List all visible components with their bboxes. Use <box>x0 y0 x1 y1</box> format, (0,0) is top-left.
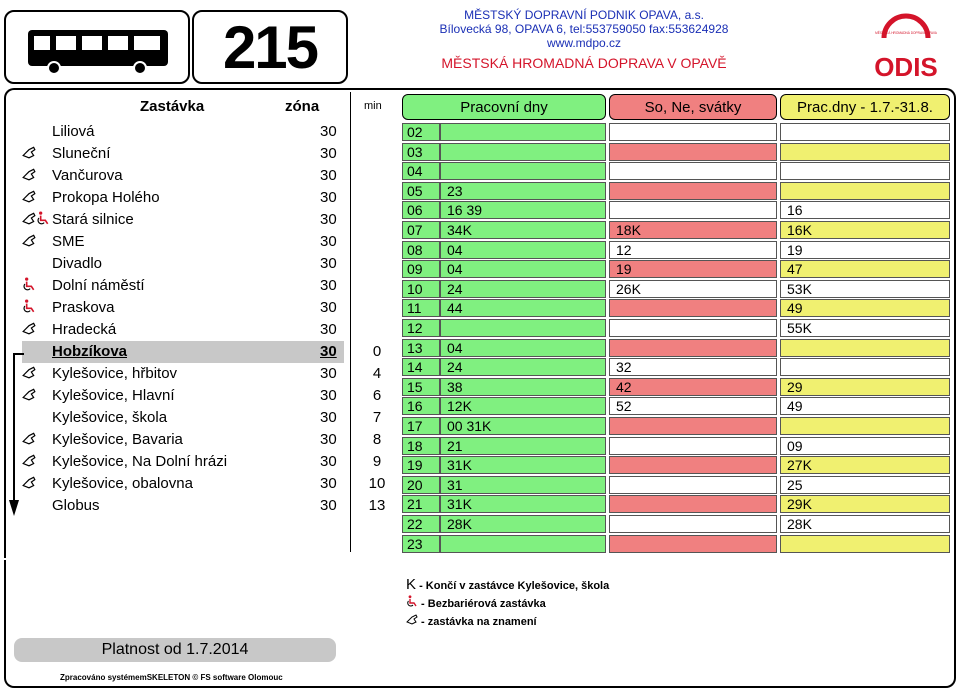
workday-departures <box>440 535 606 553</box>
legend-wheelchair-text: - Bezbariérová zastávka <box>418 598 546 610</box>
workday-departures: 44 <box>440 299 606 317</box>
summer-departures: 28K <box>780 515 950 533</box>
hour-cell: 11 <box>402 299 440 317</box>
stop-zone: 30 <box>320 321 337 338</box>
stop-row <box>0 407 382 429</box>
summer-departures: 49 <box>780 397 950 415</box>
hour-cell: 02 <box>402 123 440 141</box>
stop-row <box>0 495 386 517</box>
stop-symbols <box>22 277 52 295</box>
stop-name: Globus <box>52 497 100 514</box>
stop-row <box>0 473 386 495</box>
hour-cell: 14 <box>402 358 440 376</box>
stop-name: Prokopa Holého <box>52 189 160 206</box>
weekend-departures <box>609 495 777 513</box>
stop-zone: 30 <box>320 475 337 492</box>
weekend-departures <box>609 162 777 180</box>
workday-departures <box>440 319 606 337</box>
workday-departures: 34K <box>440 221 606 239</box>
stop-row <box>0 385 382 407</box>
hand-icon <box>22 211 36 225</box>
summer-departures: 53K <box>780 280 950 298</box>
stop-symbols <box>22 123 52 141</box>
stop-row <box>0 121 340 143</box>
summer-departures <box>780 162 950 180</box>
workday-departures: 31K <box>440 456 606 474</box>
stop-symbols <box>22 233 52 251</box>
company-subtitle: MĚSTSKÁ HROMADNÁ DOPRAVA V OPAVĚ <box>441 55 727 71</box>
minutes-header: min <box>364 100 382 112</box>
hour-cell: 06 <box>402 201 440 219</box>
stop-row <box>0 143 340 165</box>
hand-icon <box>22 145 36 159</box>
hour-cell: 03 <box>402 143 440 161</box>
stop-zone: 30 <box>320 255 337 272</box>
hour-cell: 08 <box>402 241 440 259</box>
stop-row <box>0 275 340 297</box>
hour-cell: 09 <box>402 260 440 278</box>
workday-departures: 04 <box>440 241 606 259</box>
stop-minutes: 7 <box>372 409 382 426</box>
hour-cell: 12 <box>402 319 440 337</box>
stop-minutes: 10 <box>368 475 386 492</box>
hand-icon <box>22 321 36 335</box>
stop-row <box>0 165 340 187</box>
stop-row <box>0 363 382 385</box>
weekend-departures <box>609 476 777 494</box>
stop-minutes: 0 <box>372 343 382 360</box>
stop-name: Kylešovice, obalovna <box>52 475 193 492</box>
line-number: 215 <box>222 13 318 81</box>
weekend-departures <box>609 535 777 553</box>
legend-k-symbol: K <box>406 576 417 593</box>
hour-cell: 23 <box>402 535 440 553</box>
hour-cell: 05 <box>402 182 440 200</box>
stop-name: SME <box>52 233 85 250</box>
stop-name: Vančurova <box>52 167 123 184</box>
company-address: Bílovecká 98, OPAVA 6, tel:553759050 fax:553624928 <box>439 22 729 36</box>
stop-zone: 30 <box>320 387 337 404</box>
weekend-departures <box>609 437 777 455</box>
stop-row <box>0 253 340 275</box>
workday-departures: 24 <box>440 358 606 376</box>
summer-departures: 29 <box>780 378 950 396</box>
summer-departures <box>780 417 950 435</box>
stop-zone: 30 <box>320 277 337 294</box>
hand-icon <box>22 167 36 181</box>
weekend-departures: 26K <box>609 280 777 298</box>
hand-icon <box>22 189 36 203</box>
stop-zone: 30 <box>320 211 337 228</box>
weekend-departures <box>609 182 777 200</box>
hour-cell: 17 <box>402 417 440 435</box>
stop-name: Hobzíkova <box>52 343 128 360</box>
stop-minutes: 13 <box>368 497 386 514</box>
hour-cell: 16 <box>402 397 440 415</box>
stop-zone: 30 <box>320 431 337 448</box>
workday-departures: 16 39 <box>440 201 606 219</box>
summer-departures: 49 <box>780 299 950 317</box>
hour-cell: 22 <box>402 515 440 533</box>
workday-departures <box>440 162 606 180</box>
company-web[interactable]: www.mdpo.cz <box>546 36 622 50</box>
weekend-departures <box>609 319 777 337</box>
workday-departures: 38 <box>440 378 606 396</box>
workdays-header: Pracovní dny <box>402 94 606 120</box>
stop-row <box>0 319 340 341</box>
weekend-departures: 52 <box>609 397 777 415</box>
stop-name: Stará silnice <box>52 211 134 228</box>
line-number-box <box>192 10 348 84</box>
summer-departures: 19 <box>780 241 950 259</box>
stop-zone: 30 <box>320 409 337 426</box>
bus-icon-box <box>4 10 190 84</box>
workday-departures: 28K <box>440 515 606 533</box>
validity-label: Platnost od 1.7.2014 <box>14 638 336 662</box>
hour-cell: 21 <box>402 495 440 513</box>
summer-departures <box>780 339 950 357</box>
weekend-departures <box>609 201 777 219</box>
stop-zone: 30 <box>320 299 337 316</box>
summer-departures <box>780 182 950 200</box>
summer-departures: 25 <box>780 476 950 494</box>
workday-departures: 12K <box>440 397 606 415</box>
summer-departures: 16K <box>780 221 950 239</box>
summer-departures: 47 <box>780 260 950 278</box>
workday-departures: 21 <box>440 437 606 455</box>
footer-credit: Zpracováno systémemSKELETON © FS software Olomouc <box>60 673 283 682</box>
weekend-departures <box>609 456 777 474</box>
stop-minutes: 8 <box>372 431 382 448</box>
stop-name: Liliová <box>52 123 95 140</box>
hour-cell: 20 <box>402 476 440 494</box>
stop-zone: 30 <box>320 233 337 250</box>
stop-name: Hradecká <box>52 321 117 338</box>
workday-departures <box>440 143 606 161</box>
legend-hand-text: - zastávka na znamení <box>418 616 537 628</box>
hour-cell: 04 <box>402 162 440 180</box>
company-info <box>356 8 812 70</box>
stop-symbols <box>22 211 52 229</box>
stop-zone: 30 <box>320 189 337 206</box>
stop-row <box>0 231 340 253</box>
weekend-departures: 18K <box>609 221 777 239</box>
current-stop-row <box>22 341 382 363</box>
stop-row <box>0 429 382 451</box>
direction-arrow-icon <box>8 352 28 518</box>
stop-zone: 30 <box>320 365 337 382</box>
stop-row <box>0 297 340 319</box>
weekend-departures: 19 <box>609 260 777 278</box>
stop-zone: 30 <box>320 145 337 162</box>
workday-departures: 04 <box>440 260 606 278</box>
stop-name: Sluneční <box>52 145 111 162</box>
workday-departures <box>440 123 606 141</box>
company-name: MĚSTSKÝ DOPRAVNÍ PODNIK OPAVA, a.s. <box>464 8 704 22</box>
stop-zone: 30 <box>320 123 337 140</box>
workday-departures: 00 31K <box>440 417 606 435</box>
weekend-departures <box>609 417 777 435</box>
wheelchair-icon <box>22 299 36 313</box>
weekend-departures <box>609 515 777 533</box>
weekend-departures <box>609 299 777 317</box>
summer-departures: 27K <box>780 456 950 474</box>
hour-cell: 18 <box>402 437 440 455</box>
hand-icon <box>22 233 36 247</box>
stop-symbols <box>22 321 52 339</box>
stop-name: Kylešovice, hřbitov <box>52 365 178 382</box>
summer-departures <box>780 535 950 553</box>
weekend-departures <box>609 339 777 357</box>
weekend-departures <box>609 123 777 141</box>
bus-icon <box>6 12 188 82</box>
stop-name: Kylešovice, škola <box>52 409 168 426</box>
stop-symbols <box>22 189 52 207</box>
hour-cell: 07 <box>402 221 440 239</box>
wheelchair-icon <box>22 277 36 291</box>
stop-name: Kylešovice, Na Dolní hrázi <box>52 453 228 470</box>
stop-zone: 30 <box>320 167 337 184</box>
stop-name: Praskova <box>52 299 115 316</box>
workday-departures: 04 <box>440 339 606 357</box>
stop-symbols <box>22 299 52 317</box>
stop-name: Dolní náměstí <box>52 277 145 294</box>
summer-departures: 55K <box>780 319 950 337</box>
summer-departures: 16 <box>780 201 950 219</box>
stop-minutes: 4 <box>372 365 382 382</box>
workday-departures: 23 <box>440 182 606 200</box>
stop-symbols <box>22 255 52 273</box>
summer-departures <box>780 143 950 161</box>
zone-header: zóna <box>285 98 320 115</box>
stop-zone: 30 <box>320 497 337 514</box>
summer-departures <box>780 358 950 376</box>
stop-row <box>0 451 382 473</box>
stop-minutes: 6 <box>372 387 382 404</box>
stop-name: Divadlo <box>52 255 103 272</box>
hour-cell: 10 <box>402 280 440 298</box>
logo-text: ODIS <box>874 52 938 82</box>
stop-name: Kylešovice, Hlavní <box>52 387 175 404</box>
stop-zone: 30 <box>320 343 337 360</box>
hour-cell: 15 <box>402 378 440 396</box>
hour-cell: 19 <box>402 456 440 474</box>
stop-symbols <box>22 145 52 163</box>
weekend-departures: 42 <box>609 378 777 396</box>
stop-row <box>0 187 340 209</box>
weekend-departures: 32 <box>609 358 777 376</box>
summer-departures <box>780 123 950 141</box>
stop-row <box>0 209 340 231</box>
stop-minutes: 9 <box>372 453 382 470</box>
workday-departures: 24 <box>440 280 606 298</box>
weekend-departures <box>609 143 777 161</box>
hour-cell: 13 <box>402 339 440 357</box>
stop-name: Kylešovice, Bavaria <box>52 431 183 448</box>
workday-departures: 31K <box>440 495 606 513</box>
stop-zone: 30 <box>320 453 337 470</box>
weekend-departures: 12 <box>609 241 777 259</box>
workday-departures: 31 <box>440 476 606 494</box>
odis-logo-icon <box>866 8 946 84</box>
weekend-header: So, Ne, svátky <box>609 94 777 120</box>
logo-small-text: MĚSTSKÁ HROMADNÁ DOPRAVA OPAVA <box>875 31 937 35</box>
stop-symbols <box>22 167 52 185</box>
summer-departures: 29K <box>780 495 950 513</box>
summer-header: Prac.dny - 1.7.-31.8. <box>780 94 950 120</box>
legend-k-text: - Končí v zastávce Kylešovice, škola <box>416 580 610 592</box>
stop-header: Zastávka <box>140 98 205 115</box>
summer-departures: 09 <box>780 437 950 455</box>
bottom-frame <box>4 560 956 688</box>
wheelchair-icon <box>36 211 50 225</box>
